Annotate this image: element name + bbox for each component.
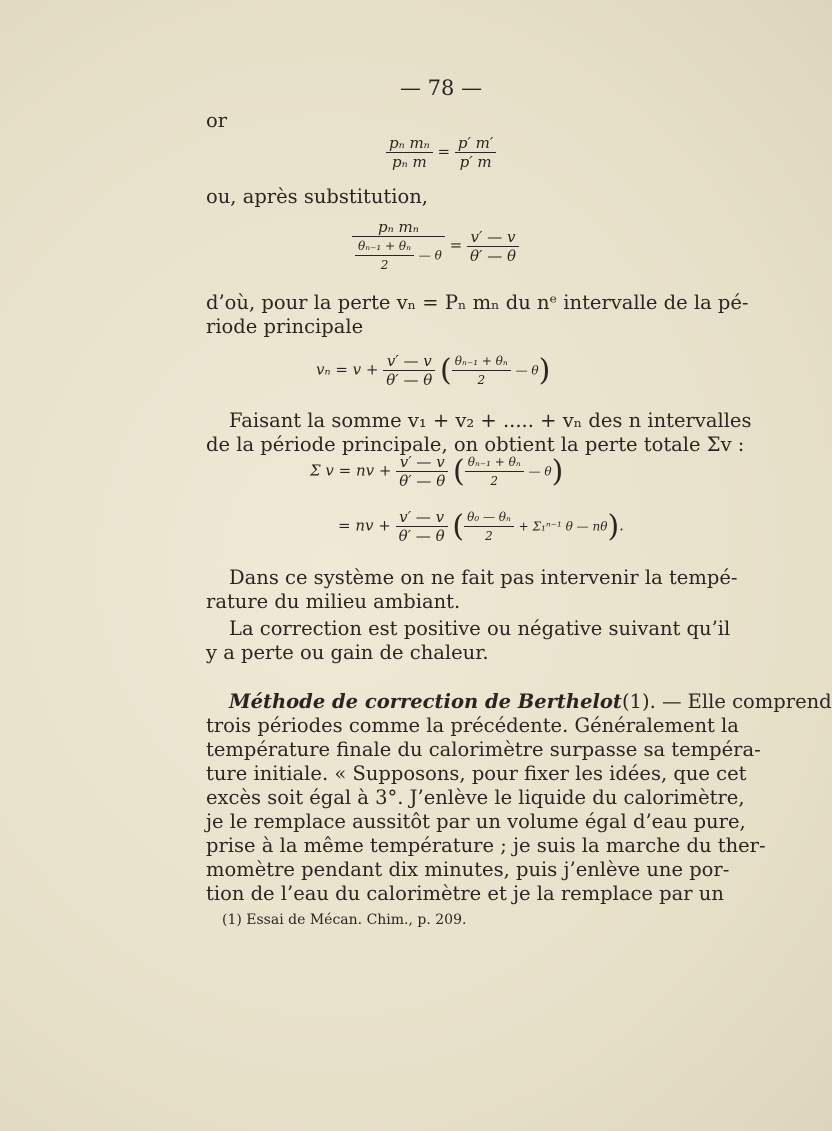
fraction-numerator: v′ — v [396,453,448,472]
paragraph-line [206,810,746,834]
fraction-numerator: v′ — v [467,228,519,247]
formula-substituted: pₙ mₙ $\frac{\text{θₙ₋₁ + θₙ}}{2}$ — θ = $\frac{v' — v}{\theta' — \theta}$ [352,218,519,274]
inner-fraction [452,352,511,389]
fraction-numerator: p′ m′ [455,134,496,153]
paragraph-line [229,566,738,590]
paragraph-line: riode principale [206,315,364,338]
paragraph-line-heading [229,690,832,714]
footnote-ref: (1). [621,690,656,713]
section-heading: Méthode de correction de Berthelot [229,690,622,713]
formula-lhs: Σ v = nv + [310,461,392,480]
paragraph-line: rature du milieu ambiant. [206,590,461,613]
footnote: (1) Essai de Mécan. Chim., p. 209. [222,912,467,928]
word-or: or [206,109,228,132]
paragraph-line [206,291,749,315]
inner-fraction [465,453,524,490]
minus-theta: — θ [515,363,539,378]
line-text: Faisant la somme v₁ + v₂ + ..... + vₙ des n intervalles [229,409,752,432]
fraction-compound [352,218,445,274]
formula-vn [316,352,550,389]
fraction-numerator: v′ — v [383,352,435,371]
paragraph-line [229,409,752,433]
line-text: prise à la même température ; je suis la marche du ther- [206,834,766,857]
minus-theta: — θ [418,248,442,263]
fraction [383,352,435,389]
line-text: momètre pendant dix minutes, puis j’enlève une por- [206,858,730,881]
paragraph-line [229,617,731,641]
line-text: excès soit égal à 3°. J’enlève le liquide du calorimètre, [206,786,745,809]
paragraph-line [206,858,730,882]
text-substitution: ou, après substitution, [206,185,428,208]
open-paren: ( [453,454,465,489]
line-text: je le remplace aussitôt par un volume égal d’eau pure, [206,810,746,833]
line-text: de la période principale, on obtient la perte totale Σv : [206,433,745,456]
line-text: Dans ce système on ne fait pas intervenir la tempé- [229,566,738,589]
fraction-numerator: pₙ mₙ [352,218,445,237]
paragraph-line: y a perte ou gain de chaleur. [206,641,489,664]
fraction-left [386,134,433,171]
fraction-right [455,134,496,171]
summation-term: + Σ₁ⁿ⁻¹ θ — nθ [518,519,608,534]
paragraph-line [206,714,739,738]
paragraph-line [206,834,766,858]
fraction-numerator: θₙ₋₁ + θₙ [452,352,511,371]
open-paren: ( [440,353,452,388]
page-number: — 78 — [400,76,483,100]
line-text: — Elle comprend [655,690,832,713]
fraction-numerator: v′ — v [396,508,448,527]
paragraph-line [206,738,761,762]
fraction-denominator: pₙ m [392,153,427,171]
formula-ratio: $\frac{\text{pₙ mₙ}}{\text{pₙ m}}$ = $\frac{p' m'}{p' m}$ [386,134,496,171]
inner-fraction [464,508,514,545]
close-paren: ) [551,454,564,489]
fraction-denominator: 2 [380,258,389,272]
paragraph-line [206,882,724,906]
open-paren: ( [452,509,465,544]
fraction-denominator: 2 [477,373,486,387]
inner-fraction [355,237,414,274]
fraction-denominator: 2 [490,474,499,488]
close-paren: ) [607,509,620,544]
line-text: ture initiale. « Supposons, pour fixer les idées, que cet [206,762,747,785]
formula-period: . [619,516,624,535]
fraction-numerator: pₙ mₙ [386,134,433,153]
formula-sum-v [310,453,563,490]
line-text: trois périodes comme la précédente. Généralement la [206,714,739,737]
fraction-denominator: θ′ — θ [386,371,433,389]
fraction [396,508,448,545]
fraction-denominator: p′ m [459,153,492,171]
fraction-denominator: 2 [485,529,493,543]
line-text: température finale du calorimètre surpasse sa tempéra- [206,738,761,761]
fraction-denominator [352,237,445,274]
fraction [396,453,448,490]
fraction-denominator: θ′ — θ [399,472,446,490]
formula-sum-v-expanded [338,508,624,545]
line-text: d’où, pour la perte vₙ = Pₙ mₙ du nᵉ intervalle de la pé- [206,291,749,314]
fraction-denominator: θ′ — θ [398,527,445,545]
fraction-numerator: θₙ₋₁ + θₙ [465,453,524,472]
fraction-right [467,228,519,265]
line-text: tion de l’eau du calorimètre et je la remplace par un [206,882,724,905]
line-text: La correction est positive ou négative suivant qu’il [229,617,731,640]
paragraph-line [206,762,747,786]
minus-theta: — θ [528,464,552,479]
fraction-numerator: θₙ₋₁ + θₙ [355,237,414,256]
formula-lhs: = nv + [338,516,391,535]
fraction-denominator: θ′ — θ [469,246,516,265]
paragraph-line [206,786,745,810]
fraction-numerator: θ₀ — θₙ [464,508,514,527]
formula-lhs: vₙ = v + [316,360,379,379]
close-paren: ) [538,353,551,388]
